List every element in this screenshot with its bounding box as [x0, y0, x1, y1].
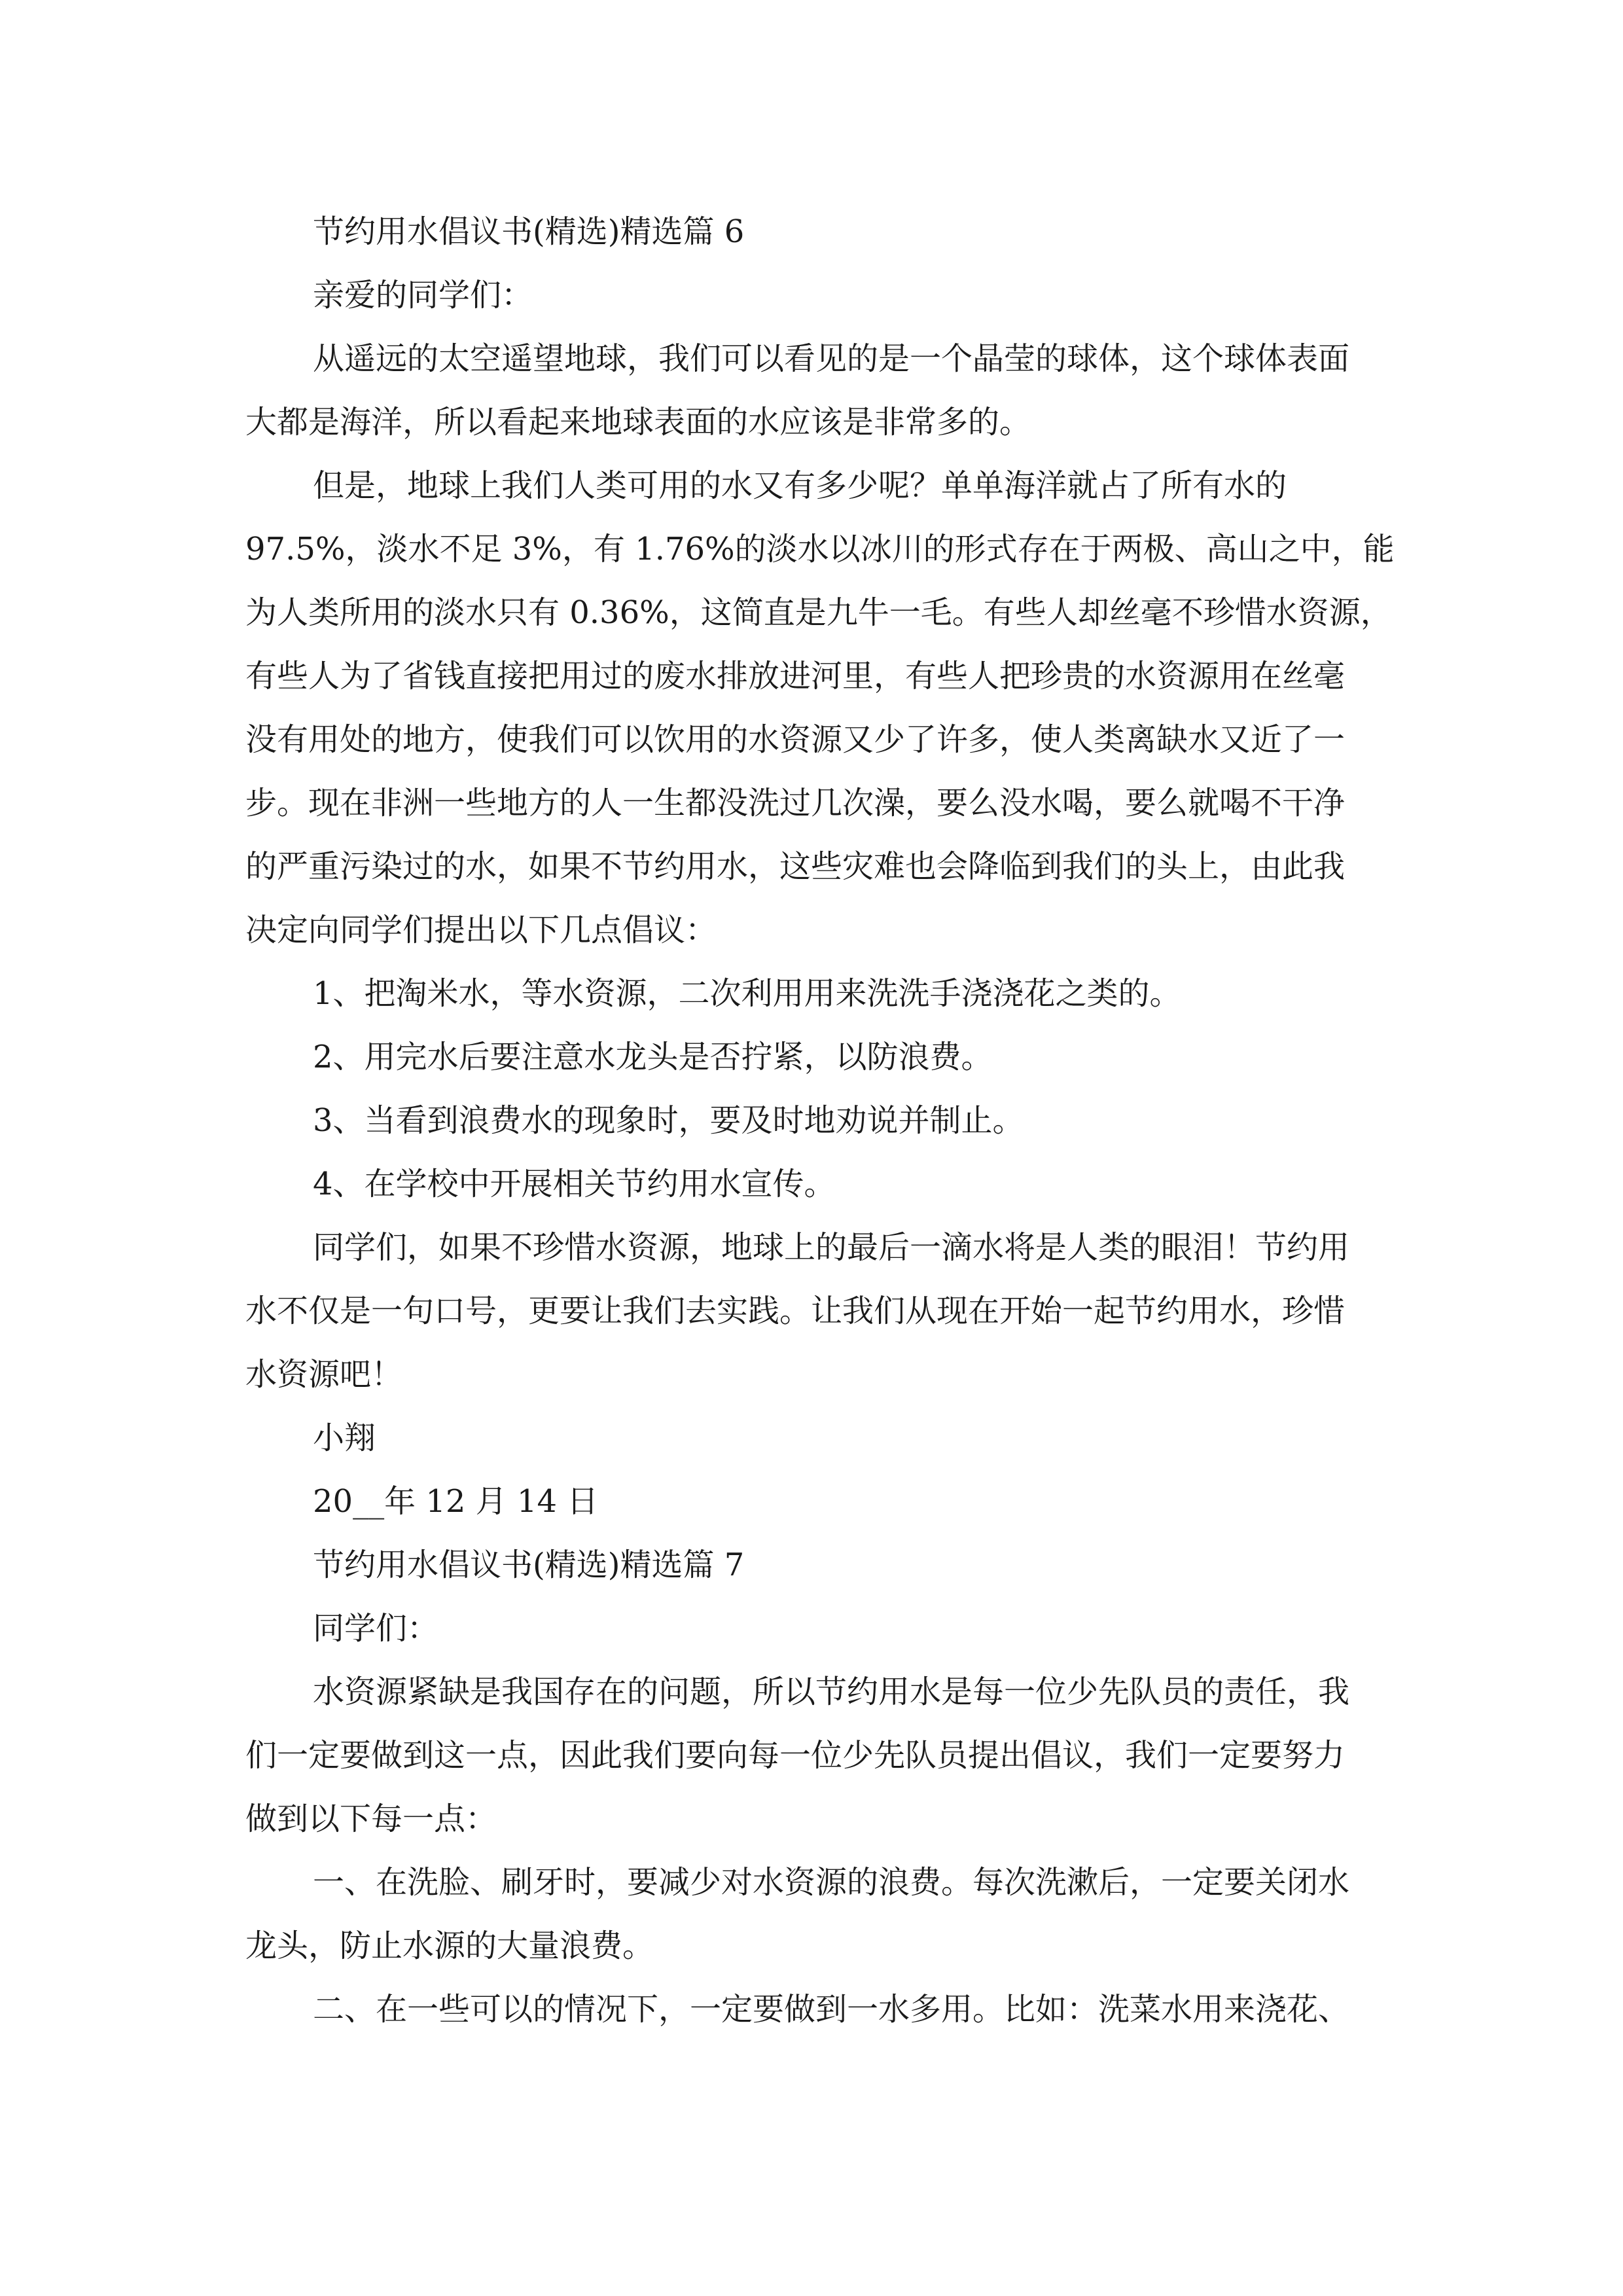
- list-item: 4、在学校中开展相关节约用水宣传。: [313, 1166, 836, 1202]
- paragraph-line: 决定向同学们提出以下几点倡议：: [245, 912, 717, 948]
- paragraph-line: 有些人为了省钱直接把用过的废水排放进河里，有些人把珍贵的水资源用在丝毫: [245, 658, 1346, 694]
- paragraph-line: 水资源吧！: [245, 1356, 403, 1393]
- paragraph-line: 水不仅是一句口号，更要让我们去实践。让我们从现在开始一起节约用水，珍惜: [245, 1293, 1346, 1329]
- greeting: 同学们：: [313, 1610, 439, 1647]
- paragraph-line: 大都是海洋，所以看起来地球表面的水应该是非常多的。: [245, 404, 1031, 440]
- paragraph-line: 为人类所用的淡水只有 0.36%，这简直是九牛一毛。有些人却丝毫不珍惜水资源，: [245, 594, 1392, 631]
- paragraph-line: 同学们，如果不珍惜水资源，地球上的最后一滴水将是人类的眼泪！节约用: [313, 1229, 1350, 1266]
- paragraph-line: 一、在洗脸、刷牙时，要减少对水资源的浪费。每次洗漱后，一定要关闭水: [313, 1864, 1350, 1901]
- list-item: 2、用完水后要注意水龙头是否拧紧，以防浪费。: [313, 1039, 993, 1075]
- section-title: 节约用水倡议书(精选)精选篇 7: [313, 1547, 745, 1583]
- section-title: 节约用水倡议书(精选)精选篇 6: [313, 213, 745, 250]
- paragraph-line: 二、在一些可以的情况下，一定要做到一水多用。比如：洗菜水用来浇花、: [313, 1991, 1350, 2028]
- date: 20__年 12 月 14 日: [313, 1483, 599, 1520]
- paragraph-line: 步。现在非洲一些地方的人一生都没洗过几次澡，要么没水喝，要么就喝不干净: [245, 785, 1346, 821]
- signature: 小翔: [313, 1420, 376, 1456]
- paragraph-line: 做到以下每一点：: [245, 1801, 497, 1837]
- paragraph-line: 97.5%，淡水不足 3%，有 1.76%的淡水以冰川的形式存在于两极、高山之中，能: [245, 531, 1395, 567]
- greeting: 亲爱的同学们：: [313, 277, 533, 314]
- list-item: 3、当看到浪费水的现象时，要及时地劝说并制止。: [313, 1102, 1024, 1139]
- paragraph-line: 的严重污染过的水，如果不节约用水，这些灾难也会降临到我们的头上，由此我: [245, 848, 1346, 885]
- paragraph-line: 龙头，防止水源的大量浪费。: [245, 1928, 654, 1964]
- paragraph-line: 们一定要做到这一点，因此我们要向每一位少先队员提出倡议，我们一定要努力: [245, 1737, 1346, 1774]
- list-item: 1、把淘米水，等水资源，二次利用用来洗洗手浇浇花之类的。: [313, 975, 1181, 1012]
- paragraph-line: 但是，地球上我们人类可用的水又有多少呢？单单海洋就占了所有水的: [313, 467, 1287, 504]
- paragraph-line: 从遥远的太空遥望地球，我们可以看见的是一个晶莹的球体，这个球体表面: [313, 340, 1350, 377]
- paragraph-line: 水资源紧缺是我国存在的问题，所以节约用水是每一位少先队员的责任，我: [313, 1674, 1350, 1710]
- paragraph-line: 没有用处的地方，使我们可以饮用的水资源又少了许多，使人类离缺水又近了一: [245, 721, 1346, 758]
